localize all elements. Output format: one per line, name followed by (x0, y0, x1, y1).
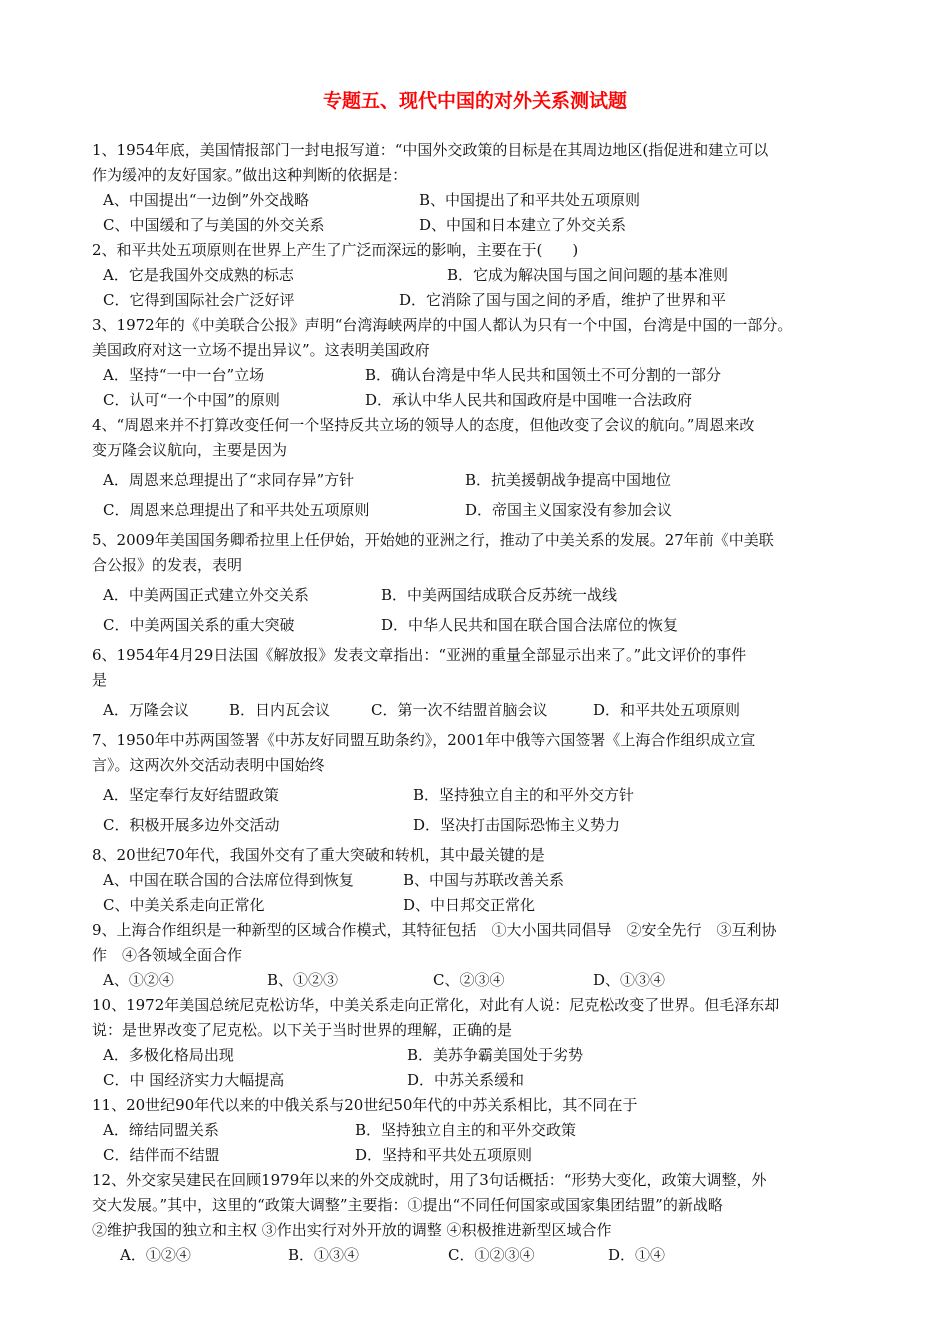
question-12-option-b[interactable]: B．①③④ (288, 1246, 360, 1264)
question-1 (92, 138, 867, 238)
question-6-option-a[interactable]: A．万隆会议 (103, 701, 189, 719)
question-3-option-b[interactable]: B．确认台湾是中华人民共和国领土不可分割的一部分 (365, 366, 722, 384)
question-2-stem-line-1: 2、和平共处五项原则在世界上产生了广泛而深远的影响，主要在于( ) (92, 241, 579, 259)
question-10-option-b[interactable]: B．美苏争霸美国处于劣势 (407, 1046, 584, 1064)
question-12-stem-line-3: ②维护我国的独立和主权 ③作出实行对外开放的调整 ④积极推进新型区域合作 (92, 1221, 612, 1239)
question-10-stem-line-2: 说：是世界改变了尼克松。以下关于当时世界的理解，正确的是 (92, 1021, 513, 1039)
question-10 (92, 993, 867, 1093)
question-3-stem-line-2: 美国政府对这一立场不提出异议”。这表明美国政府 (92, 341, 430, 359)
question-9 (92, 918, 867, 993)
question-8-option-c[interactable]: C、中美关系走向正常化 (103, 896, 265, 914)
question-2-option-d[interactable]: D．它消除了国与国之间的矛盾，维护了世界和平 (399, 291, 727, 309)
question-12-option-d[interactable]: D．①④ (608, 1246, 666, 1264)
question-1-options-row-1 (92, 188, 867, 213)
question-8-options-row-2 (92, 893, 867, 918)
question-5-option-d[interactable]: D．中华人民共和国在联合国合法席位的恢复 (381, 616, 679, 634)
question-2 (92, 238, 867, 313)
question-5-options-row-1 (92, 583, 867, 608)
question-9-option-d[interactable]: D、①③④ (593, 971, 666, 989)
question-7 (92, 728, 867, 838)
question-7-stem-line-1: 7、1950年中苏两国签署《中苏友好同盟互助条约》，2001年中俄等六国签署《上海合作组织成立宣 (92, 731, 756, 749)
question-12-stem-line-1: 12、外交家吴建民在回顾1979年以来的外交成就时，用了3句话概括：“形势大变化，政策大调整，外 (92, 1171, 767, 1189)
question-2-option-a[interactable]: A．它是我国外交成熟的标志 (103, 266, 294, 284)
question-9-stem-line-2: 作 ④各领域全面合作 (92, 946, 243, 964)
question-11-options-row-1 (92, 1118, 867, 1143)
question-12-option-c[interactable]: C．①②③④ (448, 1246, 535, 1264)
question-4-option-a[interactable]: A．周恩来总理提出了“求同存异”方针 (103, 471, 355, 489)
question-4-stem-line-1: 4、“周恩来并不打算改变任何一个坚持反共立场的领导人的态度，但他改变了会议的航向。”周恩来改 (92, 416, 755, 434)
question-7-option-a[interactable]: A．坚定奉行友好结盟政策 (103, 786, 279, 804)
question-6-option-d[interactable]: D．和平共处五项原则 (593, 701, 741, 719)
question-list (92, 138, 867, 1268)
question-9-stem-line-1: 9、上海合作组织是一种新型的区域合作模式，其特征包括 ①大小国共同倡导 ②安全先行 ③互利协 (92, 921, 777, 939)
question-3-stem-line-1: 3、1972年的《中美联合公报》声明“台湾海峡两岸的中国人都认为只有一个中国，台湾是中国的一部分。 (92, 316, 793, 334)
question-9-options-row-1 (92, 968, 867, 993)
question-10-option-c[interactable]: C．中 国经济实力大幅提高 (103, 1071, 285, 1089)
question-11-stem-line-1: 11、20世纪90年代以来的中俄关系与20世纪50年代的中苏关系相比，其不同在于 (92, 1096, 638, 1114)
question-8-option-b[interactable]: B、中国与苏联改善关系 (403, 871, 565, 889)
question-4-option-c[interactable]: C．周恩来总理提出了和平共处五项原则 (103, 501, 370, 519)
question-7-options-row-2 (92, 813, 867, 838)
question-5-options-row-2 (92, 613, 867, 638)
question-11 (92, 1093, 867, 1168)
question-4-option-d[interactable]: D．帝国主义国家没有参加会议 (465, 501, 673, 519)
question-4-stem-line-2: 变万隆会议航向，主要是因为 (92, 441, 288, 459)
question-12-stem-line-2: 交大发展。”其中，这里的“政策大调整”主要指：①提出“不同任何国家或国家集团结盟”的新战略 (92, 1196, 723, 1214)
question-5-stem-line-2: 合公报》的发表，表明 (92, 556, 243, 574)
question-7-option-b[interactable]: B．坚持独立自主的和平外交方针 (413, 786, 635, 804)
question-12-option-a[interactable]: A．①②④ (120, 1246, 191, 1264)
question-7-options-row-1 (92, 783, 867, 808)
question-8-stem-line-1: 8、20世纪70年代，我国外交有了重大突破和转机，其中最关键的是 (92, 846, 545, 864)
question-5-option-b[interactable]: B．中美两国结成联合反苏统一战线 (381, 586, 618, 604)
question-1-options-row-2 (92, 213, 867, 238)
question-4 (92, 413, 867, 523)
question-3-options-row-1 (92, 363, 867, 388)
question-3-option-c[interactable]: C．认可“一个中国”的原则 (103, 391, 280, 409)
question-3-option-d[interactable]: D．承认中华人民共和国政府是中国唯一合法政府 (365, 391, 693, 409)
question-3-option-a[interactable]: A．坚持“一中一台”立场 (103, 366, 265, 384)
question-6-option-c[interactable]: C．第一次不结盟首脑会议 (371, 701, 548, 719)
question-5-option-a[interactable]: A．中美两国正式建立外交关系 (103, 586, 309, 604)
question-6-stem-line-2: 是 (92, 671, 108, 689)
question-12-options-row-1 (92, 1243, 867, 1268)
question-8-option-a[interactable]: A、中国在联合国的合法席位得到恢复 (103, 871, 354, 889)
question-11-option-a[interactable]: A．缔结同盟关系 (103, 1121, 219, 1139)
question-11-option-d[interactable]: D．坚持和平共处五项原则 (355, 1146, 533, 1164)
question-10-options-row-2 (92, 1068, 867, 1093)
question-6-option-b[interactable]: B．日内瓦会议 (229, 701, 331, 719)
question-9-option-b[interactable]: B、①②③ (267, 971, 339, 989)
question-2-options-row-2 (92, 288, 867, 313)
question-1-stem-line-2: 作为缓冲的友好国家。”做出这种判断的依据是： (92, 166, 408, 184)
question-7-option-d[interactable]: D．坚决打击国际恐怖主义势力 (413, 816, 621, 834)
question-2-option-b[interactable]: B．它成为解决国与国之间问题的基本准则 (447, 266, 729, 284)
question-1-stem-line-1: 1、1954年底，美国情报部门一封电报写道：“中国外交政策的目标是在其周边地区(指促进和建立可以 (92, 141, 769, 159)
question-6 (92, 643, 867, 723)
question-8 (92, 843, 867, 918)
question-4-options-row-1 (92, 468, 867, 493)
question-10-options-row-1 (92, 1043, 867, 1068)
question-11-option-c[interactable]: C．结伴而不结盟 (103, 1146, 220, 1164)
page-title: 专题五、现代中国的对外关系测试题 (322, 90, 627, 112)
question-1-option-b[interactable]: B、中国提出了和平共处五项原则 (419, 191, 641, 209)
question-3 (92, 313, 867, 413)
question-2-option-c[interactable]: C．它得到国际社会广泛好评 (103, 291, 295, 309)
question-12 (92, 1168, 867, 1268)
question-4-option-b[interactable]: B．抗美援朝战争提高中国地位 (465, 471, 672, 489)
question-5 (92, 528, 867, 638)
question-10-stem-line-1: 10、1972年美国总统尼克松访华，中美关系走向正常化，对此有人说：尼克松改变了世界。但毛泽东却 (92, 996, 780, 1014)
question-10-option-a[interactable]: A．多极化格局出现 (103, 1046, 234, 1064)
question-1-option-c[interactable]: C、中国缓和了与美国的外交关系 (103, 216, 325, 234)
question-5-option-c[interactable]: C．中美两国关系的重大突破 (103, 616, 295, 634)
question-2-options-row-1 (92, 263, 867, 288)
question-9-option-a[interactable]: A、①②④ (103, 971, 174, 989)
question-3-options-row-2 (92, 388, 867, 413)
question-8-options-row-1 (92, 868, 867, 893)
question-5-stem-line-1: 5、2009年美国国务卿希拉里上任伊始，开始她的亚洲之行，推动了中美关系的发展。27年前《中美联 (92, 531, 774, 549)
question-4-options-row-2 (92, 498, 867, 523)
question-1-option-d[interactable]: D、中国和日本建立了外交关系 (419, 216, 627, 234)
question-1-option-a[interactable]: A、中国提出“一边倒”外交战略 (103, 191, 310, 209)
question-6-options-row-1 (92, 698, 867, 723)
question-8-option-d[interactable]: D、中日邦交正常化 (403, 896, 536, 914)
question-11-options-row-2 (92, 1143, 867, 1168)
question-10-option-d[interactable]: D．中苏关系缓和 (407, 1071, 525, 1089)
question-9-option-c[interactable]: C、②③④ (433, 971, 505, 989)
question-11-option-b[interactable]: B．坚持独立自主的和平外交政策 (355, 1121, 577, 1139)
question-6-stem-line-1: 6、1954年4月29日法国《解放报》发表文章指出：“亚洲的重量全部显示出来了。”此文评价的事件 (92, 646, 747, 664)
question-7-option-c[interactable]: C．积极开展多边外交活动 (103, 816, 280, 834)
question-7-stem-line-2: 言》。这两次外交活动表明中国始终 (92, 756, 325, 774)
